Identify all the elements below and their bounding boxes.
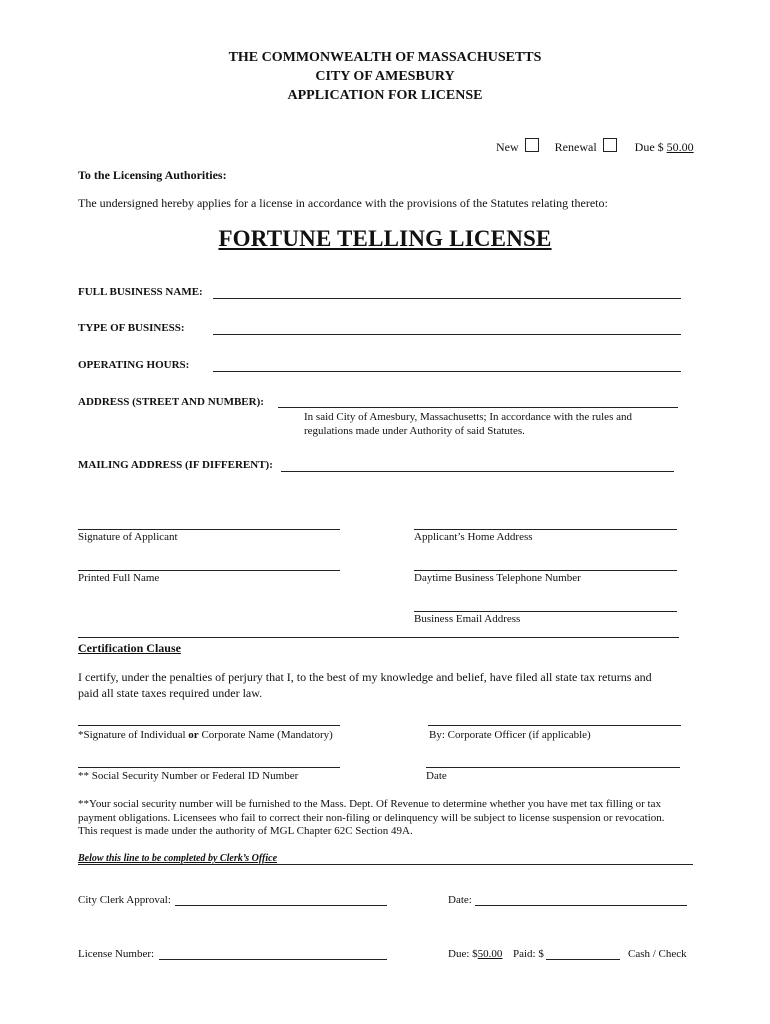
hours-label: OPERATING HOURS: — [78, 359, 190, 371]
printed-name-line[interactable] — [78, 570, 340, 571]
notice-line-3: This request is made under the authority of MGL Chapter 62C Section 49A. — [78, 825, 413, 837]
intro-text: The undersigned hereby applies for a license in accordance with the provisions of the Statutes relating thereto: — [78, 196, 608, 210]
business-type-label: TYPE OF BUSINESS: — [78, 322, 185, 334]
notice-line-2: payment obligations. Licensees who fail to correct their non-filing or delinquency will be subject to license suspension or revocation. — [78, 812, 665, 824]
certification-divider — [78, 637, 679, 638]
individual-signature-label-a: *Signature of Individual — [78, 729, 189, 741]
phone-line[interactable] — [414, 570, 677, 571]
clerk-approval-field[interactable] — [175, 905, 387, 906]
header-application: APPLICATION FOR LICENSE — [287, 88, 483, 103]
salutation: To the Licensing Authorities: — [78, 168, 227, 182]
corporate-officer-line[interactable] — [428, 725, 681, 726]
address-label: ADDRESS (STREET AND NUMBER): — [78, 396, 264, 408]
clerk-approval-label: City Clerk Approval: — [78, 894, 171, 906]
hours-field[interactable] — [213, 371, 681, 372]
clerk-due-amount: 50.00 — [477, 948, 503, 960]
due-prefix: Due $ — [634, 140, 667, 154]
applicant-signature-line[interactable] — [78, 529, 340, 530]
certification-text-1: I certify, under the penalties of perjury that I, to the best of my knowledge and belief, have filed all state tax returns and — [78, 670, 652, 684]
printed-name-label: Printed Full Name — [78, 572, 160, 584]
individual-signature-label — [78, 729, 333, 741]
certification-text-2: paid all state taxes required under law. — [78, 686, 263, 700]
phone-label: Daytime Business Telephone Number — [414, 572, 581, 584]
individual-signature-label-or: or — [188, 729, 199, 741]
business-name-label: FULL BUSINESS NAME: — [78, 286, 203, 298]
address-note-2: regulations made under Authority of said Statutes. — [304, 425, 525, 437]
payment-method: Cash / Check — [628, 948, 687, 960]
notice-line-1: **Your social security number will be furnished to the Mass. Dept. Of Revenue to determine whether you have met tax filling or tax — [78, 798, 661, 810]
clerk-divider — [78, 864, 693, 865]
email-label: Business Email Address — [414, 613, 521, 625]
clerk-heading: Below this line to be completed by Clerk’s Office — [78, 853, 278, 864]
renewal-label: Renewal — [554, 140, 597, 154]
business-name-field[interactable] — [213, 298, 681, 299]
new-checkbox[interactable] — [525, 138, 539, 152]
header-commonwealth: THE COMMONWEALTH OF MASSACHUSETTS — [228, 50, 542, 65]
date-label: Date — [426, 770, 447, 782]
license-options — [496, 138, 694, 155]
paid-field[interactable] — [546, 959, 620, 960]
certification-heading: Certification Clause — [78, 641, 181, 655]
address-field[interactable] — [278, 407, 678, 408]
due-amount: 50.00 — [666, 140, 694, 154]
email-line[interactable] — [414, 611, 677, 612]
clerk-due — [448, 948, 502, 960]
business-type-field[interactable] — [213, 334, 681, 335]
renewal-checkbox[interactable] — [603, 138, 617, 152]
individual-signature-line[interactable] — [78, 725, 340, 726]
corporate-officer-label: By: Corporate Officer (if applicable) — [429, 729, 591, 741]
home-address-line[interactable] — [414, 529, 677, 530]
individual-signature-label-b: Corporate Name (Mandatory) — [198, 729, 333, 741]
paid-label: Paid: $ — [513, 948, 544, 960]
clerk-date-label: Date: — [448, 894, 472, 906]
date-line[interactable] — [426, 767, 680, 768]
mailing-label: MAILING ADDRESS (IF DIFFERENT): — [78, 459, 273, 471]
applicant-signature-label: Signature of Applicant — [78, 531, 178, 543]
header-city: CITY OF AMESBURY — [315, 69, 455, 84]
license-number-label: License Number: — [78, 948, 155, 960]
ssn-line[interactable] — [78, 767, 340, 768]
mailing-field[interactable] — [281, 471, 674, 472]
address-note-1: In said City of Amesbury, Massachusetts; In accordance with the rules and — [304, 411, 632, 423]
home-address-label: Applicant’s Home Address — [414, 531, 533, 543]
license-title: FORTUNE TELLING LICENSE — [218, 226, 552, 251]
license-number-field[interactable] — [159, 959, 387, 960]
ssn-label: ** Social Security Number or Federal ID Number — [78, 770, 299, 782]
new-label: New — [496, 140, 519, 154]
clerk-due-prefix: Due: $ — [448, 948, 478, 960]
clerk-date-field[interactable] — [475, 905, 687, 906]
